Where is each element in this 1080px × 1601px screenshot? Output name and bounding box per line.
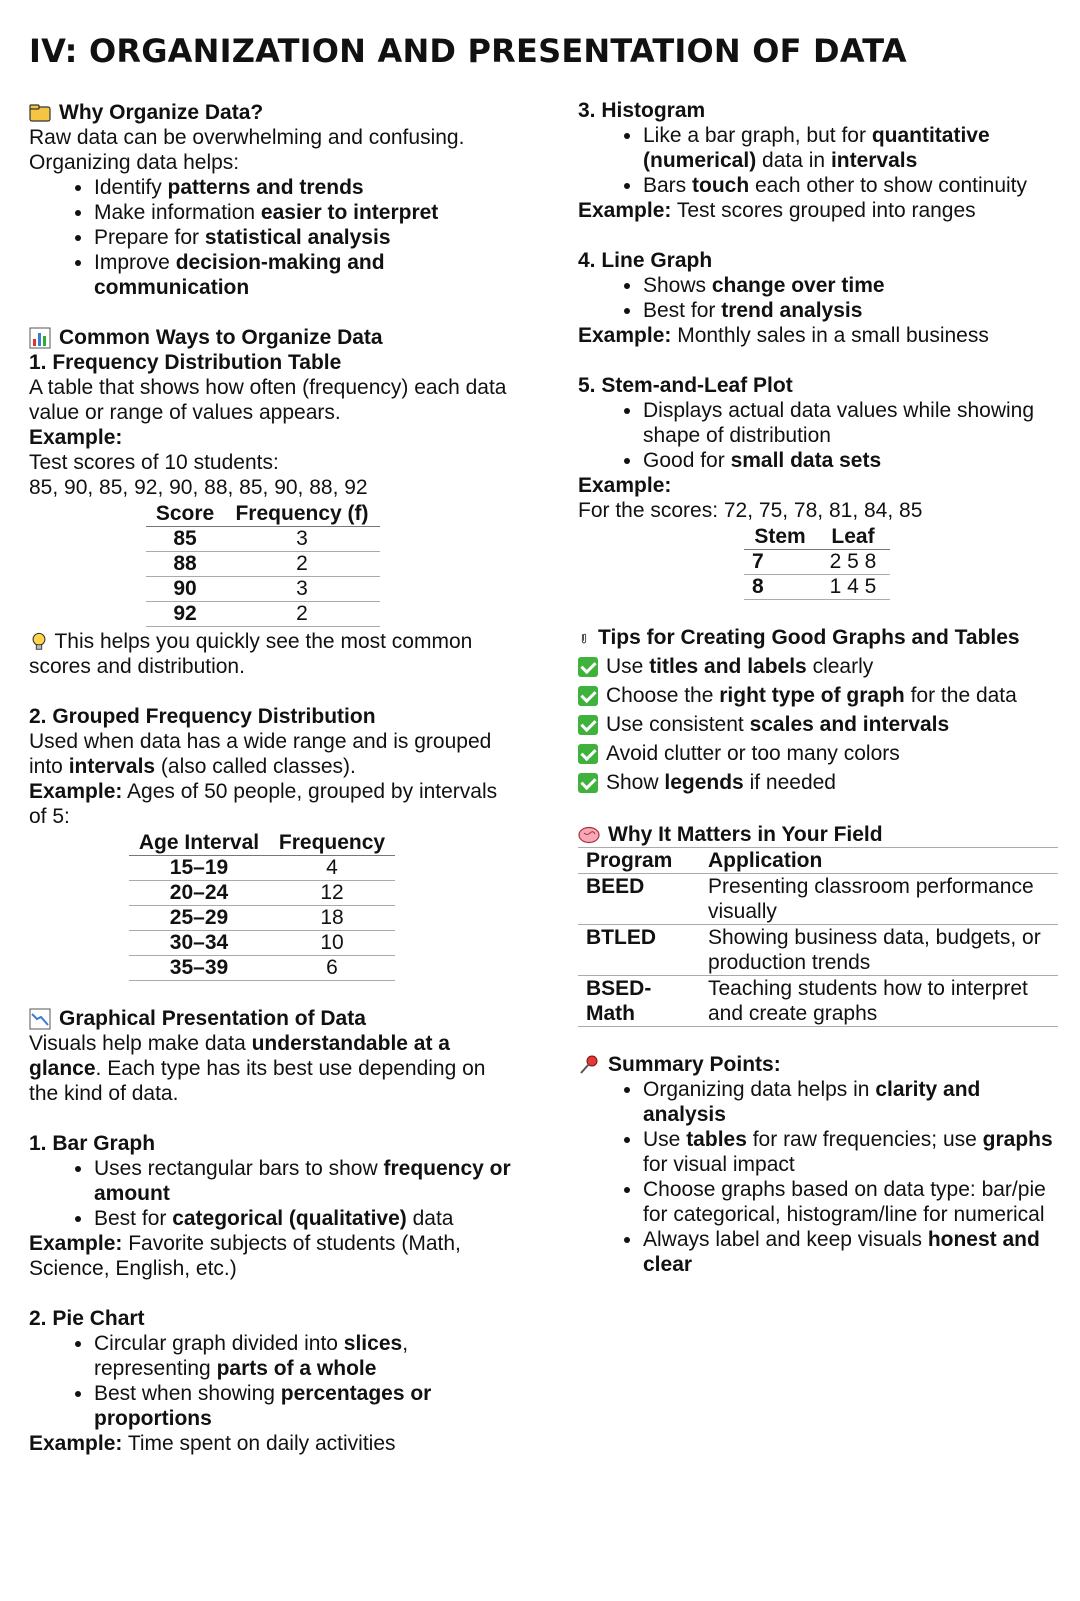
why-heading: Why Organize Data? <box>29 100 519 125</box>
checkmark-icon <box>578 657 598 677</box>
bar-graph-list <box>29 1156 519 1231</box>
table-row: 25–29 18 <box>129 906 395 931</box>
table-row: 85 3 <box>146 527 380 552</box>
freq-table-heading: 1. Frequency Distribution Table <box>29 351 342 374</box>
table-row: 92 2 <box>146 602 380 627</box>
example-label: Example: <box>29 426 123 449</box>
table-row: 88 2 <box>146 552 380 577</box>
stem-leaf-table <box>744 525 890 600</box>
list-item: Show legends if needed <box>578 768 1058 797</box>
line-graph-list <box>578 273 1058 323</box>
list-item: • Like a bar graph, but for quantitative (numerical) data in intervals <box>643 123 1058 173</box>
grouped-frequency-table <box>129 831 395 981</box>
pie-chart-list <box>29 1331 519 1431</box>
bar-graph-heading: 1. Bar Graph <box>29 1132 156 1155</box>
program-table <box>578 847 1058 1027</box>
table-row: 8 1 4 5 <box>744 575 890 600</box>
common-heading: Common Ways to Organize Data <box>29 325 519 350</box>
stem-leaf-heading: 5. Stem-and-Leaf Plot <box>578 374 793 397</box>
field-heading: Why It Matters in Your Field <box>578 822 1058 847</box>
left-column <box>29 100 519 1456</box>
list-item: Choose the right type of graph for the data <box>578 681 1058 710</box>
list-item: Use consistent scales and intervals <box>578 710 1058 739</box>
freq-table-desc: A table that shows how often (frequency) each data value or range of values appears. <box>29 376 507 424</box>
why-intro-2: Organizing data helps: <box>29 151 240 174</box>
graphical-heading: Graphical Presentation of Data <box>29 1006 519 1031</box>
graphical-desc: Visuals help make data understandable at a glance. Each type has its best use depending on the kind of data. <box>29 1032 486 1105</box>
frequency-table <box>146 502 380 627</box>
grouped-heading: 2. Grouped Frequency Distribution <box>29 705 376 728</box>
stem-leaf-example: For the scores: 72, 75, 78, 81, 84, 85 <box>578 499 923 522</box>
list-item: • Shows change over time <box>643 273 1058 298</box>
brain-icon <box>578 824 600 846</box>
column-header: Frequency <box>269 831 395 856</box>
column-header: Stem <box>744 525 816 550</box>
bar-chart-icon <box>29 327 51 349</box>
grouped-example: Example: Ages of 50 people, grouped by intervals of 5: <box>29 780 498 828</box>
right-column <box>578 98 1058 1277</box>
checkmark-icon <box>578 744 598 764</box>
histogram-list <box>578 123 1058 198</box>
list-item: • Make information easier to interpret <box>94 200 519 225</box>
list-item: • Best when showing percentages or proportions <box>94 1381 519 1431</box>
bar-graph-example: Example: Favorite subjects of students (Math, Science, English, etc.) <box>29 1232 461 1280</box>
checkmark-icon <box>578 773 598 793</box>
table-row: 20–24 12 <box>129 881 395 906</box>
example-line-2: 85, 90, 85, 92, 90, 88, 85, 90, 88, 92 <box>29 476 368 499</box>
paperclip-icon <box>578 627 590 649</box>
summary-heading: Summary Points: <box>578 1052 1058 1077</box>
line-chart-icon <box>29 1008 51 1030</box>
histogram-example: Example: Test scores grouped into ranges <box>578 199 976 222</box>
list-item: • Choose graphs based on data type: bar/pie for categorical, histogram/line for numerical <box>643 1177 1058 1227</box>
list-item: • Uses rectangular bars to show frequency or amount <box>94 1156 519 1206</box>
column-header: Application <box>700 848 1058 874</box>
column-header: Leaf <box>816 525 890 550</box>
list-item: Avoid clutter or too many colors <box>578 739 1058 768</box>
pie-chart-example: Example: Time spent on daily activities <box>29 1432 396 1455</box>
column-header: Age Interval <box>129 831 269 856</box>
page-title: IV: ORGANIZATION AND PRESENTATION OF DATA <box>29 32 907 70</box>
list-item: • Organizing data helps in clarity and analysis <box>643 1077 1058 1127</box>
table-row: 15–19 4 <box>129 856 395 881</box>
list-item: • Bars touch each other to show continuity <box>643 173 1058 198</box>
list-item: • Always label and keep visuals honest and clear <box>643 1227 1058 1277</box>
column-header: Frequency (f) <box>224 502 380 527</box>
table-row: 90 3 <box>146 577 380 602</box>
folder-icon <box>29 102 51 124</box>
pushpin-icon <box>578 1054 600 1076</box>
column-header: Score <box>146 502 224 527</box>
list-item: • Identify patterns and trends <box>94 175 519 200</box>
column-header: Program <box>578 848 700 874</box>
pie-chart-heading: 2. Pie Chart <box>29 1307 145 1330</box>
list-item: Use titles and labels clearly <box>578 652 1058 681</box>
table-row: 35–39 6 <box>129 956 395 981</box>
list-item: • Use tables for raw frequencies; use graphs for visual impact <box>643 1127 1058 1177</box>
line-graph-example: Example: Monthly sales in a small business <box>578 324 989 347</box>
histogram-heading: 3. Histogram <box>578 99 706 122</box>
list-item: • Best for trend analysis <box>643 298 1058 323</box>
example-label: Example: <box>578 474 672 497</box>
summary-list <box>578 1077 1058 1277</box>
table-row: BSED-Math Teaching students how to interpret and create graphs <box>578 976 1058 1027</box>
table-row: 7 2 5 8 <box>744 550 890 575</box>
list-item: • Good for small data sets <box>643 448 1058 473</box>
table-row: BTLED Showing business data, budgets, or production trends <box>578 925 1058 976</box>
stem-leaf-list <box>578 398 1058 473</box>
list-item: • Prepare for statistical analysis <box>94 225 519 250</box>
list-item: • Improve decision-making and communication <box>94 250 519 300</box>
example-line-1: Test scores of 10 students: <box>29 451 279 474</box>
why-intro-1: Raw data can be overwhelming and confusing. <box>29 126 465 149</box>
list-item: • Circular graph divided into slices, representing parts of a whole <box>94 1331 519 1381</box>
list-item: • Displays actual data values while showing shape of distribution <box>643 398 1058 448</box>
tips-heading: Tips for Creating Good Graphs and Tables <box>578 625 1058 650</box>
tips-list <box>578 652 1058 797</box>
grouped-desc: Used when data has a wide range and is grouped into intervals (also called classes). <box>29 730 492 778</box>
line-graph-heading: 4. Line Graph <box>578 249 713 272</box>
why-list <box>29 175 519 300</box>
table-row: BEED Presenting classroom performance visually <box>578 874 1058 925</box>
checkmark-icon <box>578 686 598 706</box>
table-row: 30–34 10 <box>129 931 395 956</box>
tip-note: This helps you quickly see the most common scores and distribution. <box>29 630 473 678</box>
list-item: • Best for categorical (qualitative) data <box>94 1206 519 1231</box>
lightbulb-icon <box>29 632 49 652</box>
checkmark-icon <box>578 715 598 735</box>
